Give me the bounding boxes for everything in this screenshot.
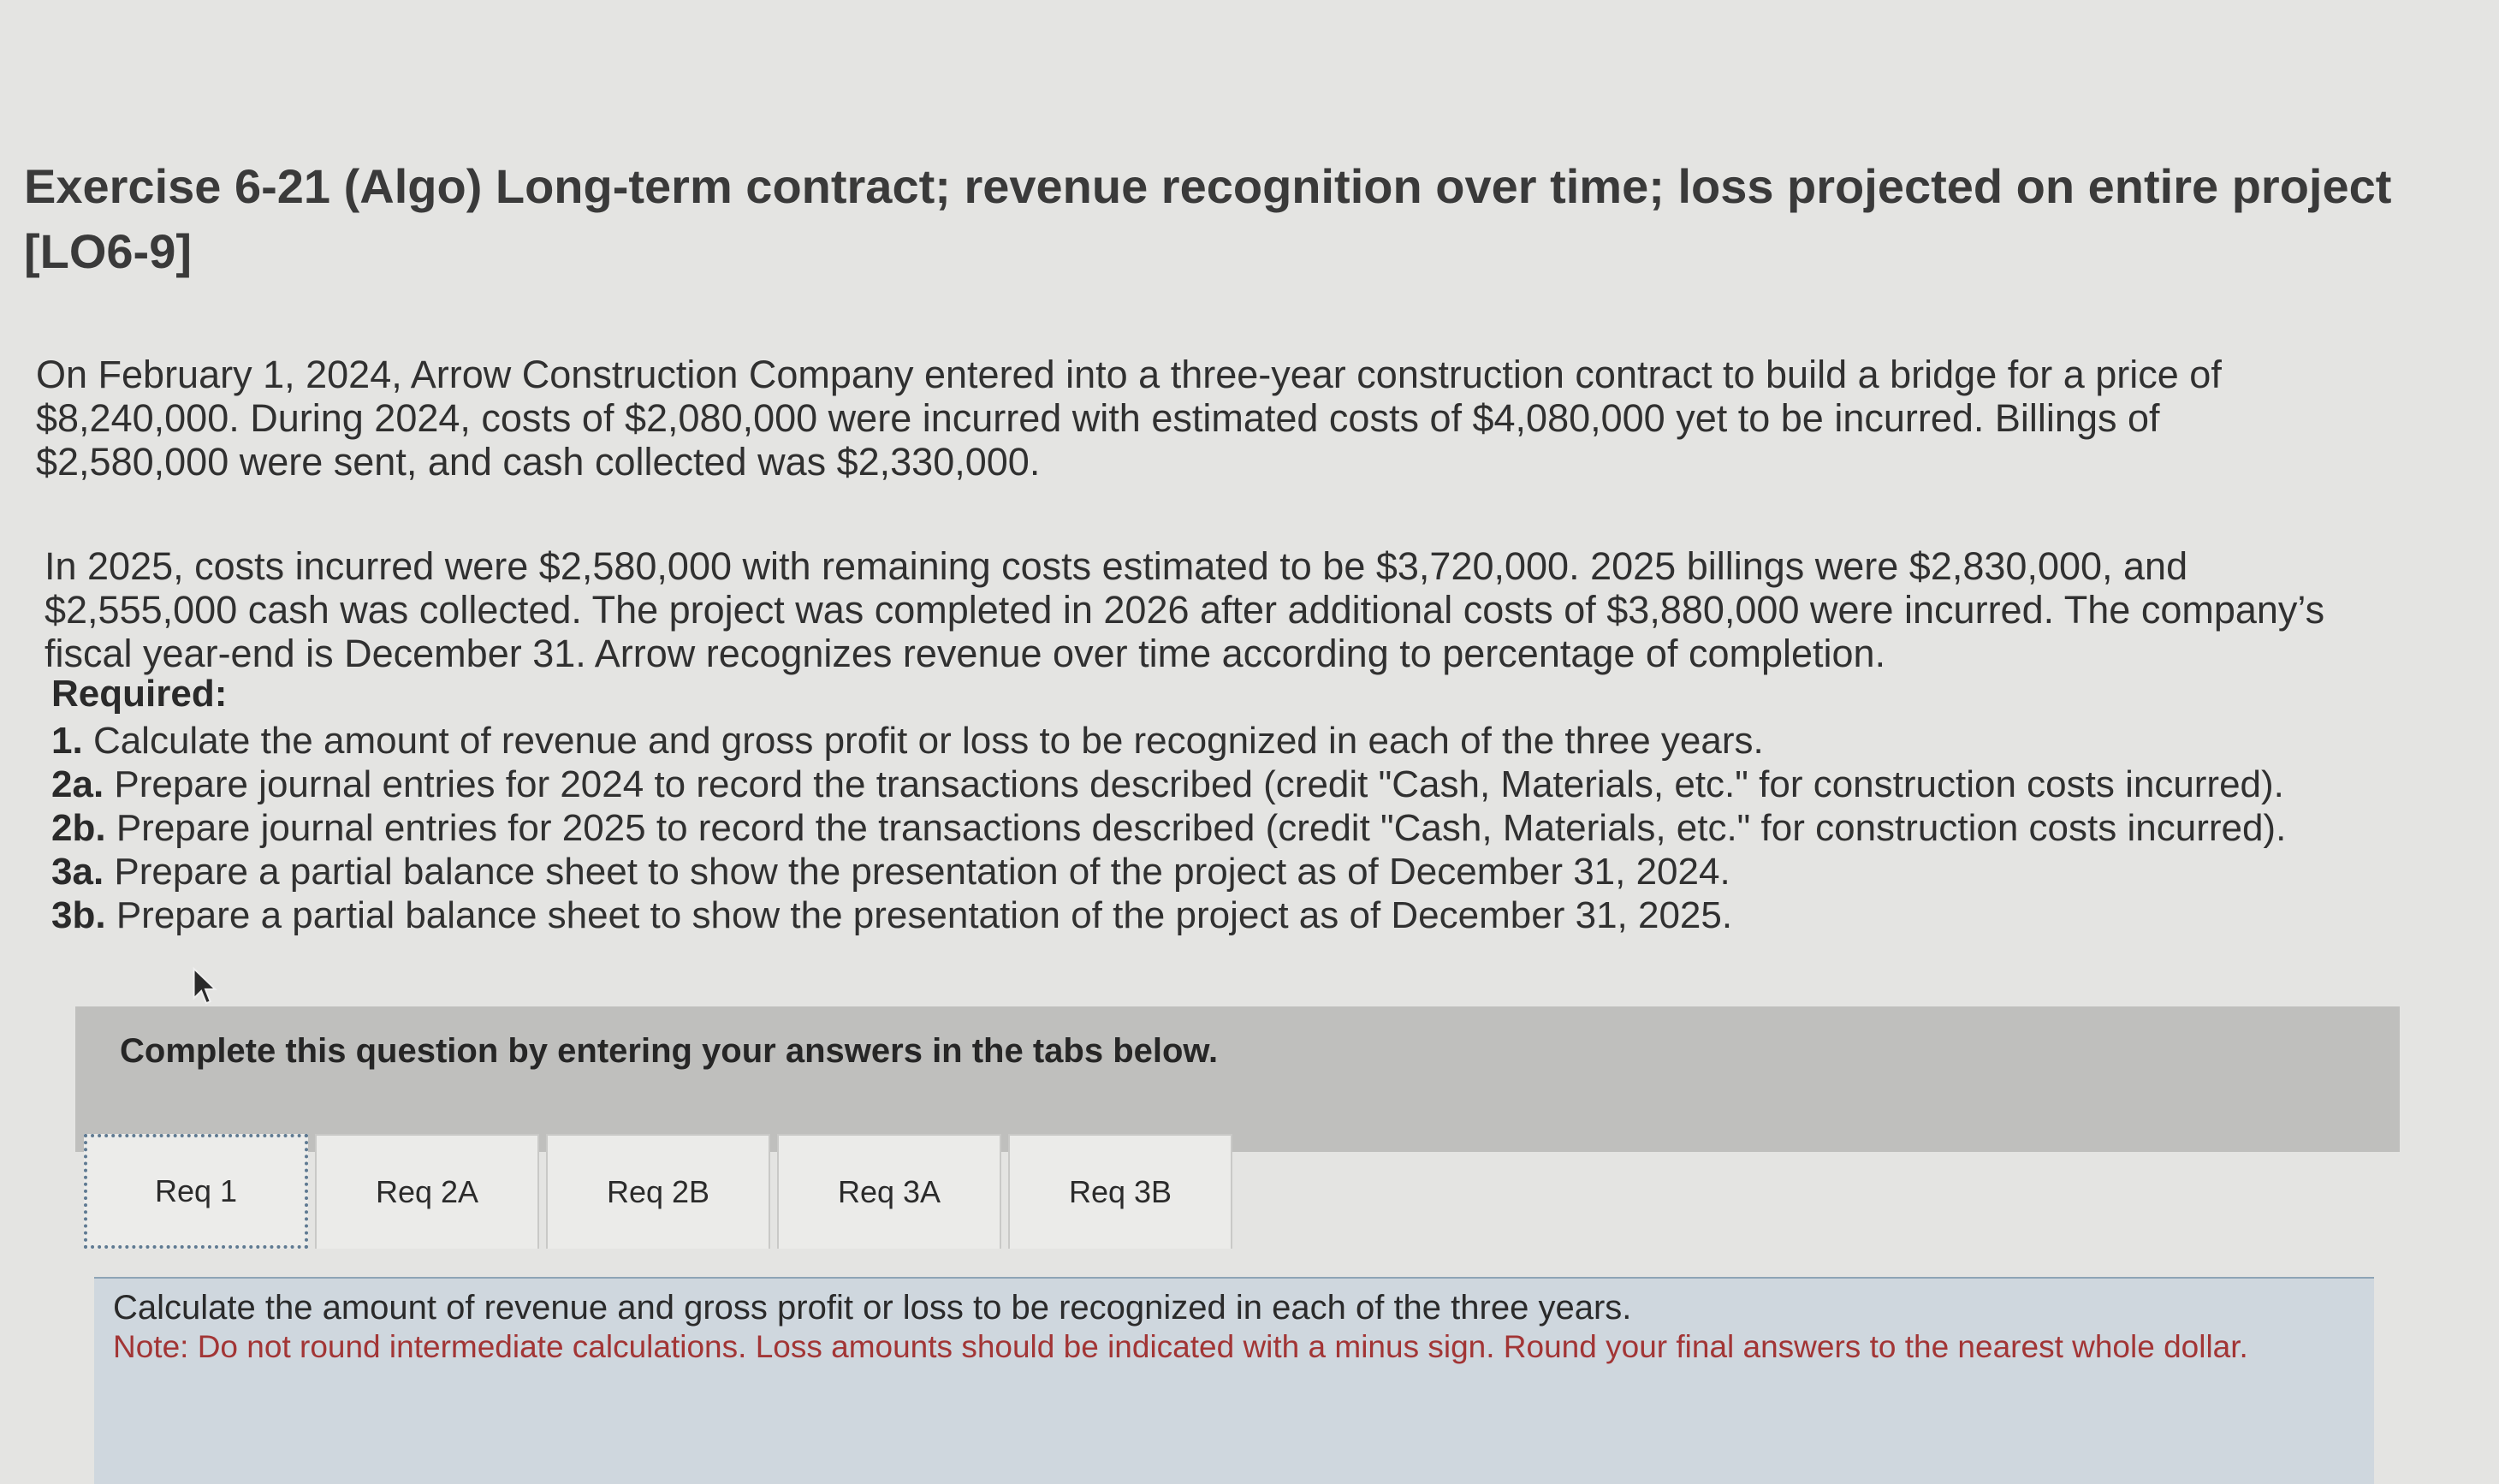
- requirement-3b: 3b. Prepare a partial balance sheet to show the presentation of the project as of December 31, 2025.: [51, 894, 1733, 936]
- tab-note: Note: Do not round intermediate calculations. Loss amounts should be indicated with a minus sign. Round your final answers to the nearest whole dollar.: [113, 1329, 2248, 1364]
- problem-paragraph-2: In 2025, costs incurred were $2,580,000 with remaining costs estimated to be $3,720,000. 2025 billings were $2,830,000, and $2,555,000 cash was collected. The project was completed in 2026 after additional costs of $3,880,000 were incurred. The company’s fiscal year-end is December 31. Arrow recognizes revenue over time according to percentage of completion.: [45, 544, 2325, 675]
- tab-req-2a[interactable]: Req 2A: [315, 1134, 539, 1249]
- tab-req-2b[interactable]: Req 2B: [546, 1134, 770, 1249]
- tab-req-1[interactable]: Req 1: [84, 1134, 308, 1249]
- tab-req-3a[interactable]: Req 3A: [777, 1134, 1001, 1249]
- requirement-tabs: [84, 1134, 1239, 1261]
- requirement-1: 1. Calculate the amount of revenue and gross profit or loss to be recognized in each of the three years.: [51, 720, 1764, 762]
- requirement-3a: 3a. Prepare a partial balance sheet to show the presentation of the project as of December 31, 2024.: [51, 851, 1730, 893]
- tab-instruction: Calculate the amount of revenue and gross profit or loss to be recognized in each of the three years.: [113, 1289, 1632, 1327]
- requirement-2a: 2a. Prepare journal entries for 2024 to record the transactions described (credit "Cash, Materials, etc." for construction costs incurred).: [51, 763, 2284, 805]
- required-label: Required:: [51, 673, 228, 715]
- tab-req-3b[interactable]: Req 3B: [1008, 1134, 1232, 1249]
- requirement-2b: 2b. Prepare journal entries for 2025 to record the transactions described (credit "Cash, Materials, etc." for construction costs incurred).: [51, 807, 2287, 849]
- problem-paragraph-1: On February 1, 2024, Arrow Construction Company entered into a three-year construction contract to build a bridge for a price of $8,240,000. During 2024, costs of $2,080,000 were incurred with estimated costs of $4,080,000 yet to be incurred. Billings of $2,580,000 were sent, and cash collected was $2,330,000.: [36, 353, 2222, 484]
- instruction-panel: [75, 1006, 2400, 1152]
- instruction-text: Complete this question by entering your answers in the tabs below.: [120, 1032, 1219, 1070]
- tab-content-panel: [94, 1277, 2374, 1484]
- page-title: Exercise 6-21 (Algo) Long-term contract; revenue recognition over time; loss projected on entire project [LO6-9]: [24, 159, 2392, 278]
- mouse-pointer-icon: [192, 967, 219, 1006]
- requirements-list: [51, 719, 2413, 937]
